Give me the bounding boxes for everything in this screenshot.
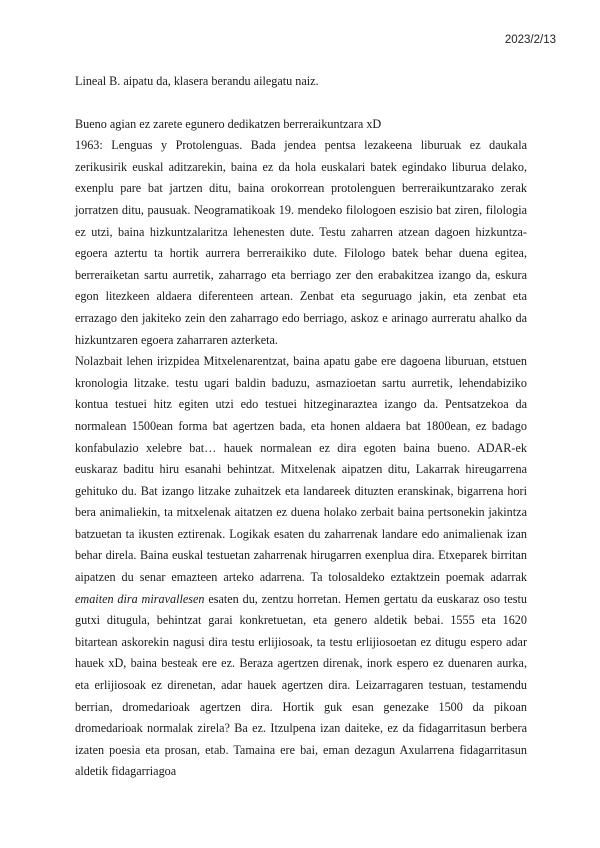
paragraph-2-emphasis: emaiten dira miravallesen [75,591,205,606]
paragraph-2-part-b: esaten du, zentzu horretan. Hemen gertatu da euskaraz oso testu gutxi ditugula, behintzat garai konkretuetan, eta genero aldetik bebai. 1555 eta 1620 bitartean askorekin nagusi dira testu erlijiosoak, ta testu erlijiosoetan ez ditugu espero adar hauek xD, baina besteak ere ez. Beraza agertzen direnak, inork espero ez duenaren aurka, eta erlijiosoak ez direnetan, adar hauek agertzen dira. Leizarragaren testuan, testamendu berrian, dromedarioak agertzen dira. Hortik guk esan genezake 1500 da pikoan dromedarioak normalak zirela? Ba ez. Itzulpena izan daiteke, ez da fidagarritasun berbera izaten poesia eta prosan, etab. Tamaina ere bai, eman dezagun Axularrena fidagarritasun aldetik fidagarriagoa [75,591,527,779]
intro-line-1: Lineal B. aipatu da, klasera berandu ailegatu naiz. [75,74,319,88]
paragraph-2-part-a: Nolazbait lehen irizpidea Mitxelenarentzat, baina apatu gabe ere dagoena liburuan, etstuen kronologia litzake. testu ugari baldin baduzu, asmazioetan sartu aurretik, lehendabiziko kontua testuei hitz egiten utzi edo testuei hitzeginaraztea izango da. Pentsatzekoa da normalean 1500ean forma bat agertzen bada, eta honen aldaera bat 1800ean, ez badago konfabulazio xelebre bat… hauek normalean ez dira egoten baina bueno. ADAR-ek euskaraz baditu hiru esanahi behintzat. Mitxelenak aipatzen ditu, Lakarrak hireugarrena gehituko du. Bat izango litzake zuhaitzek eta landareek dituzten eranskinak, bigarrena hori bera animaliekin, ta mitxelenak aitatzen ez duena holako zerbait baina pertsonekin jakintza batzuetan ta ikusten eztirenak. Logikak esaten du zaharrenak landare edo animalienak izan behar direla. Baina euskal testuetan zaharrenak hirugarren exenplua dira. Etxeparek birritan aipatzen du senar emazteen arteko adarrena. Ta tolosaldeko eztaktzein poemak adarrak [75,354,527,585]
document-body [75,71,527,783]
paragraph-1: 1963: Lenguas y Protolenguas. Bada jendea pentsa lezakeena liburuak ez daukala zerikusirik euskal aditzarekin, baina ez da hola euskalari batek egindako liburua delako, exenplu pare bat jartzen ditu, baina orokorrean protolenguen berreraikuntzarako zerak jorratzen ditu, pausuak. Neogramatikoak 19. mendeko filologoen eszisio bat ziren, filologia ez utzi, baina hizkuntzalaritza lehenesten dute. Testu zaharren atzean dagoen hizkuntza-egoera aztertu ta hortik aurrera berreraikiko dute. Filologo batek behar duena egitea, berreraiketan sartu aurretik, zaharrago eta berriago zer den erabakitzea izango da, eskura egon litezkeen aldaera diferenteen artean. Zenbat eta seguruago jakin, eta zenbat eta errazago den jakiteko zein den zaharrago edo berriago, askoz e arinago aurreratu ahalko da hizkuntzaren egoera zaharraren azterketa. [75,138,527,347]
intro-line-2: Bueno agian ez zarete egunero dedikatzen berreraikuntzara xD [75,116,382,131]
page-date: 2023/2/13 [504,34,556,46]
paragraph-2 [75,351,527,783]
